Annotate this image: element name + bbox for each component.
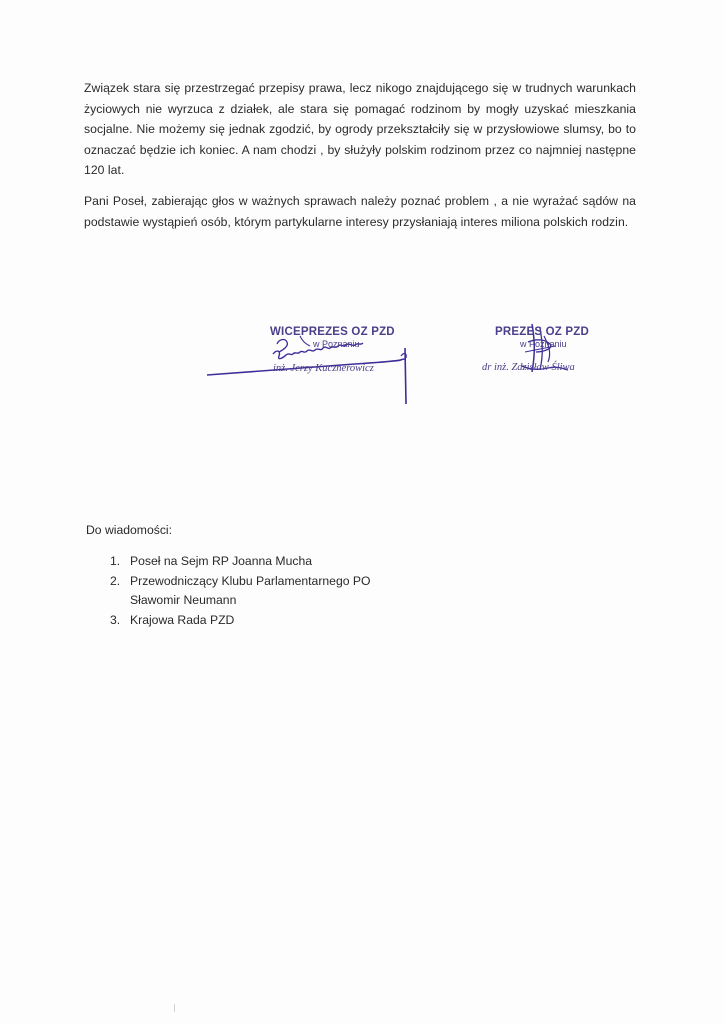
- list-item-number: 2.: [110, 573, 121, 588]
- president-stamp-city: w Poznaniu: [520, 339, 567, 349]
- cc-heading: Do wiadomości:: [86, 523, 173, 537]
- body-paragraph-2: [84, 191, 636, 232]
- list-item-number: 3.: [110, 612, 121, 627]
- list-item: [110, 552, 371, 572]
- scan-artifact: [174, 1004, 175, 1012]
- list-item: [110, 611, 371, 631]
- president-stamp-title: PREZES OZ PZD: [495, 326, 589, 338]
- list-item: [110, 572, 371, 611]
- list-item-text-continued: Sławomir Neumann: [130, 593, 237, 607]
- president-name: dr inż. Zdzisław Śliwa: [482, 362, 575, 373]
- vice-president-stamp-city: w Poznaniu: [313, 339, 360, 349]
- paragraph-line: socjalne. Nie możemy się jednak zgodzić, by ogrody przekształciły się w przysłowiowe slumsy, bo to: [84, 122, 636, 136]
- paragraph-line: podstawie wystąpień osób, którym partykularne interesy przysłaniają interes miliona polskich rodzin.: [84, 214, 629, 229]
- vice-president-stamp-title: WICEPREZES OZ PZD: [270, 326, 395, 338]
- paragraph-line: życiowych nie wyrzuca z działek, ale stara się pomagać rodzinom by mogły uzyskać mieszkania: [84, 101, 636, 116]
- paragraph-line: Związek stara się przestrzegać przepisy prawa, lecz nikogo znajdującego się w trudnych warunkach: [84, 81, 636, 95]
- vice-president-name: inż. Jerzy Kucznerowicz: [273, 363, 374, 374]
- list-item-text: Krajowa Rada PZD: [130, 612, 235, 627]
- list-item-text: Przewodniczący Klubu Parlamentarnego PO: [130, 573, 371, 588]
- paragraph-line: Pani Poseł, zabierając głos w ważnych sprawach należy poznać problem , a nie wyrażać sądów na: [84, 194, 636, 208]
- vice-president-signature-block: [205, 322, 420, 412]
- cc-list: [110, 552, 371, 630]
- paragraph-line: oznaczać będzie ich koniec. A nam chodzi , by służyły polskim rodzinom przez co najmniej następne: [84, 142, 636, 157]
- list-item-number: 1.: [110, 554, 121, 568]
- paragraph-line: 120 lat.: [84, 163, 125, 177]
- president-signature-block: [470, 322, 620, 392]
- list-item-text: Poseł na Sejm RP Joanna Mucha: [130, 554, 313, 568]
- body-paragraph-1: [84, 78, 636, 181]
